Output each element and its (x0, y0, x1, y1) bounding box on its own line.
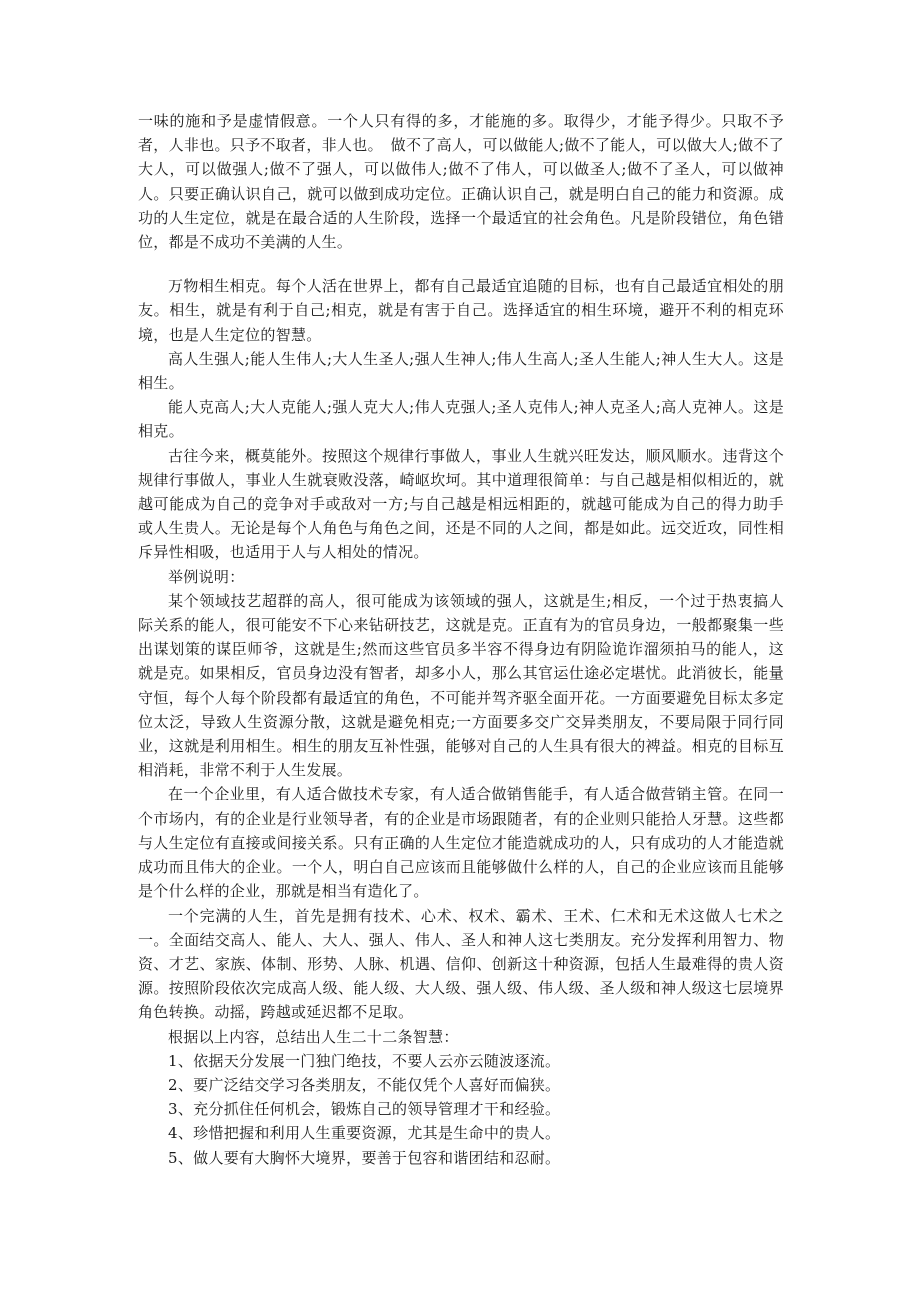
paragraph-example: 某个领域技艺超群的高人，很可能成为该领域的强人，这就是生;相反，一个过于热衷搞人际关系的能人，很可能安不下心来钻研技艺，这就是克。正直有为的官员身边，一般都聚集一些出谋划策的谋臣师爷，这就是生;然而这些官员多半容不得身边有阴险诡诈溜须拍马的能人，这就是克。如果相反，官员身边没有智者，却多小人，那么其官运仕途必定堪忧。此消彼长，能量守恒，每个人每个阶段都有最适宜的角色，不可能并驾齐驱全面开花。一方面要避免目标太多定位太泛，导致人生资源分散，这就是避免相克;一方面要多交广交异类朋友，不要局限于同行同业，这就是利用相生。相生的朋友互补性强，能够对自己的人生具有很大的裨益。相克的目标互相消耗，非常不利于人生发展。 (138, 591, 784, 780)
document-body (138, 109, 784, 1170)
paragraph-mutual: 万物相生相克。每个人活在世界上，都有自己最适宜追随的目标，也有自己最适宜相处的朋友。相生，就是有利于自己;相克，就是有害于自己。选择适宜的相生环境，避开不利的相克环境，也是人生定位的智慧。 (138, 277, 784, 344)
paragraph-generation: 高人生强人;能人生伟人;大人生圣人;强人生神人;伟人生高人;圣人生能人;神人生大人。这是相生。 (138, 349, 784, 393)
paragraph-intro: 一味的施和予是虚情假意。一个人只有得的多，才能施的多。取得少，才能予得少。只取不予者，人非也。只予不取者，非人也。 做不了高人，可以做能人;做不了能人，可以做大人;做不了大人，可以做强人;做不了强人，可以做伟人;做不了伟人，可以做圣人;做不了圣人，可以做神人。只要正确认识自己，就可以做到成功定位。正确认识自己，就是明白自己的能力和资源。成功的人生定位，就是在最合适的人生阶段，选择一个最适宜的社会角色。凡是阶段错位，角色错位，都是不成功不美满的人生。 (138, 112, 784, 252)
list-item: 4、珍惜把握和利用人生重要资源，尤其是生命中的贵人。 (168, 1124, 561, 1143)
list-item: 1、依据天分发展一门独门绝技，不要人云亦云随波逐流。 (168, 1051, 561, 1070)
list-item: 5、做人要有大胸怀大境界，要善于包容和谐团结和忍耐。 (168, 1148, 561, 1167)
paragraph-complete-life: 一个完满的人生，首先是拥有技术、心术、权术、霸术、王术、仁术和无术这做人七术之一。全面结交高人、能人、大人、强人、伟人、圣人和神人这七类朋友。充分发挥利用智力、物资、才艺、家族、体制、形势、人脉、机遇、信仰、创新这十种资源，包括人生最难得的贵人资源。按照阶段依次完成高人级、能人级、大人级、强人级、伟人级、圣人级和神人级这七层境界角色转换。动摇，跨越或延迟都不足取。 (138, 906, 784, 1022)
paragraph-example-heading: 举例说明： (168, 567, 245, 586)
paragraph-restraint: 能人克高人;大人克能人;强人克大人;伟人克强人;圣人克伟人;神人克圣人;高人克神人。这是相克。 (138, 398, 784, 441)
paragraph-ancient: 古往今来，概莫能外。按照这个规律行事做人，事业人生就兴旺发达，顺风顺水。违背这个规律行事做人，事业人生就衰败没落，崎岖坎坷。其中道理很简单：与自己越是相似相近的，就越可能成为自己的竞争对手或敌对一方;与自己越是相远相距的，就越可能成为自己的得力助手或人生贵人。无论是每个人角色与角色之间，还是不同的人之间，都是如此。远交近攻，同性相斥异性相吸，也适用于人与人相处的情况。 (138, 446, 784, 562)
list-item: 2、要广泛结交学习各类朋友，不能仅凭个人喜好而偏狭。 (168, 1075, 561, 1094)
paragraph-enterprise: 在一个企业里，有人适合做技术专家，有人适合做销售能手，有人适合做营销主管。在同一个市场内，有的企业是行业领导者，有的企业是市场跟随者，有的企业则只能拾人牙慧。这些都与人生定位有直接或间接关系。只有正确的人生定位才能造就成功的人，只有成功的人才能造就成功而且伟大的企业。一个人，明白自己应该而且能够做什么样的人，自己的企业应该而且能够是个什么样的企业，那就是相当有造化了。 (138, 785, 784, 901)
paragraph-summary-intro: 根据以上内容，总结出人生二十二条智慧： (168, 1027, 459, 1046)
paragraph-gap (138, 254, 784, 274)
list-item: 3、充分抓住任何机会，锻炼自己的领导管理才干和经验。 (168, 1100, 561, 1119)
